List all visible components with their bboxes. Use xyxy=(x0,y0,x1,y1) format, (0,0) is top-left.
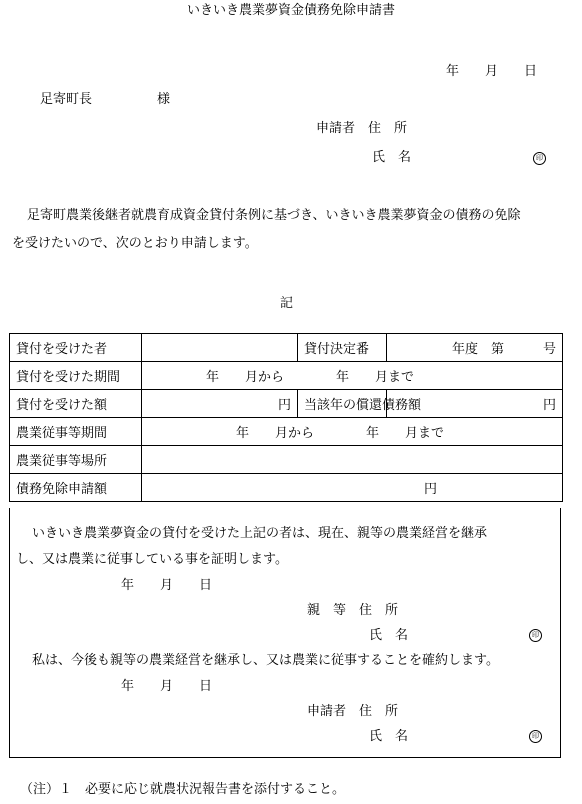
pledge-date: 年 月 日 xyxy=(121,679,213,694)
cert-applicant-name-label: 氏 名 xyxy=(369,729,409,744)
loan-period-value: 年 月から 年 月まで xyxy=(142,362,563,390)
exemption-amount-yen: 円 xyxy=(142,474,563,502)
exemption-amount-label: 債務免除申請額 xyxy=(10,474,142,502)
table-row xyxy=(10,418,563,446)
body-text-line-2: を受けたいので、次のとおり申請します。 xyxy=(12,236,258,251)
seal-icon: 印 xyxy=(529,629,542,642)
loan-amount-yen: 円 xyxy=(142,390,298,418)
seal-icon: 印 xyxy=(529,730,542,743)
table-row xyxy=(10,446,563,474)
loan-decision-number-value: 年度 第 号 xyxy=(387,334,563,362)
cert-text-line-1: いきいき農業夢資金の貸付を受けた上記の者は、現在、親等の農業経営を継承 xyxy=(32,526,488,541)
farming-place-value xyxy=(142,446,563,474)
farming-period-value: 年 月から 年 月まで xyxy=(142,418,563,446)
table-row xyxy=(10,390,563,418)
cert-text-line-2: し、又は農業に従事している事を証明します。 xyxy=(16,552,288,567)
seal-icon: 印 xyxy=(533,152,546,165)
table-row xyxy=(10,334,563,362)
farming-place-label: 農業従事等場所 xyxy=(10,446,142,474)
loan-amount-label: 貸付を受けた額 xyxy=(10,390,142,418)
cert-date: 年 月 日 xyxy=(121,578,213,593)
pledge-text: 私は、今後も親等の農業経営を継承し、又は農業に従事することを確約します。 xyxy=(32,653,499,668)
footnote: （注）１ 必要に応じ就農状況報告書を添付すること。 xyxy=(20,782,346,797)
cert-applicant-address-label: 申請者 住 所 xyxy=(307,704,399,719)
body-text-line-1: 足寄町農業後継者就農育成資金貸付条例に基づき、いきいき農業夢資金の債務の免除 xyxy=(27,208,521,223)
certification-box xyxy=(9,508,561,758)
borrower-value xyxy=(142,334,298,362)
applicant-name-label: 氏 名 xyxy=(372,150,412,165)
borrower-label: 貸付を受けた者 xyxy=(10,334,142,362)
table-row xyxy=(10,362,563,390)
loan-info-table xyxy=(9,333,563,502)
parent-name-label: 氏 名 xyxy=(369,628,409,643)
annual-repayment-yen: 円 xyxy=(387,390,563,418)
applicant-address-label: 申請者 住 所 xyxy=(316,121,408,136)
document-title: いきいき農業夢資金債務免除申請書 xyxy=(186,3,395,18)
loan-decision-number-label: 貸付決定番 xyxy=(298,334,387,362)
submission-date: 年 月 日 xyxy=(446,64,538,79)
annual-repayment-label: 当該年の償還債務額 xyxy=(298,390,387,418)
ki-heading: 記 xyxy=(280,296,294,311)
addressee: 足寄町長 様 xyxy=(40,92,171,107)
table-row xyxy=(10,474,563,502)
loan-period-label: 貸付を受けた期間 xyxy=(10,362,142,390)
parent-address-label: 親 等 住 所 xyxy=(307,603,399,618)
farming-period-label: 農業従事等期間 xyxy=(10,418,142,446)
